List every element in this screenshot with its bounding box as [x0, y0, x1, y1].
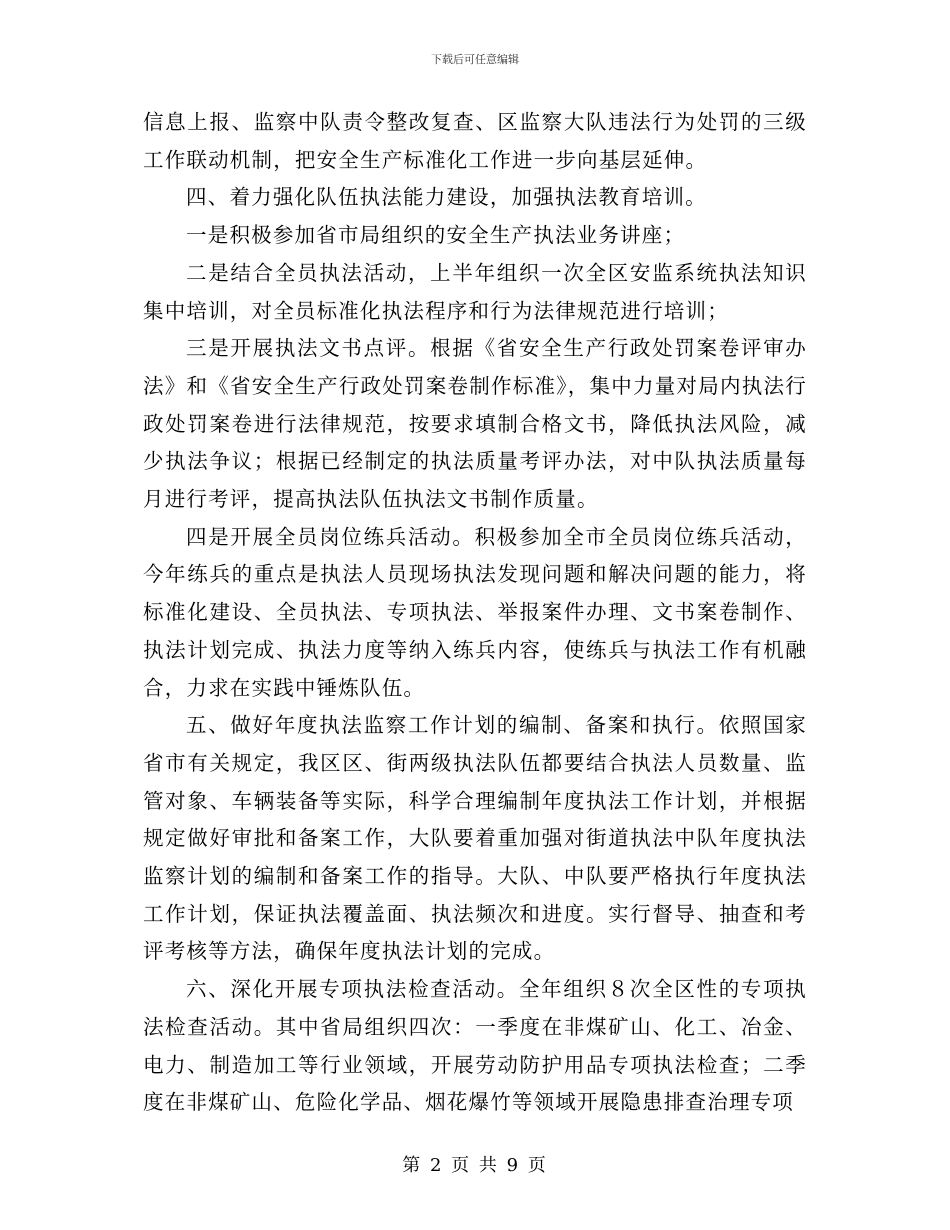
- paragraph: 三是开展执法文书点评。根据《省安全生产行政处罚案卷评审办法》和《省安全生产行政处罚案卷制作标准》，集中力量对局内执法行政处罚案卷进行法律规范，按要求填制合格文书，降低执法风险，减少执法争议；根据已经制定的执法质量考评办法，对中队执法质量每月进行考评，提高执法队伍执法文书制作质量。: [143, 336, 807, 512]
- document-body: [143, 104, 807, 1122]
- paragraph: 一是积极参加省市局组织的安全生产执法业务讲座；: [186, 223, 686, 248]
- paragraph: 四、着力强化队伍执法能力建设，加强执法教育培训。: [186, 185, 707, 210]
- paragraph: 六、深化开展专项执法检查活动。全年组织８次全区性的专项执法检查活动。其中省局组织四次：一季度在非煤矿山、化工、冶金、电力、制造加工等行业领域，开展劳动防护用品专项执法检查；二季度在非煤矿山、危险化学品、烟花爆竹等领域开展隐患排查治理专项: [143, 977, 807, 1115]
- page-header: 下载后可任意编辑: [431, 53, 519, 66]
- paragraph: 信息上报、监察中队责令整改复查、区监察大队违法行为处罚的三级工作联动机制，把安全生产标准化工作进一步向基层延伸。: [143, 110, 807, 172]
- page-number: 第 2 页 共 9 页: [402, 1155, 548, 1176]
- paragraph: 四是开展全员岗位练兵活动。积极参加全市全员岗位练兵活动，今年练兵的重点是执法人员现场执法发现问题和解决问题的能力，将标准化建设、全员执法、专项执法、举报案件办理、文书案卷制作、执法计划完成、执法力度等纳入练兵内容，使练兵与执法工作有机融合，力求在实践中锤炼队伍。: [143, 524, 807, 700]
- paragraph: 五、做好年度执法监察工作计划的编制、备案和执行。依照国家省市有关规定，我区区、街两级执法队伍都要结合执法人员数量、监管对象、车辆装备等实际，科学合理编制年度执法工作计划，并根据规定做好审批和备案工作，大队要着重加强对街道执法中队年度执法监察计划的编制和备案工作的指导。大队、中队要严格执行年度执法工作计划，保证执法覆盖面、执法频次和进度。实行督导、抽查和考评考核等方法，确保年度执法计划的完成。: [143, 713, 807, 964]
- paragraph: 二是结合全员执法活动，上半年组织一次全区安监系统执法知识集中培训，对全员标准化执法程序和行为法律规范进行培训；: [143, 260, 807, 323]
